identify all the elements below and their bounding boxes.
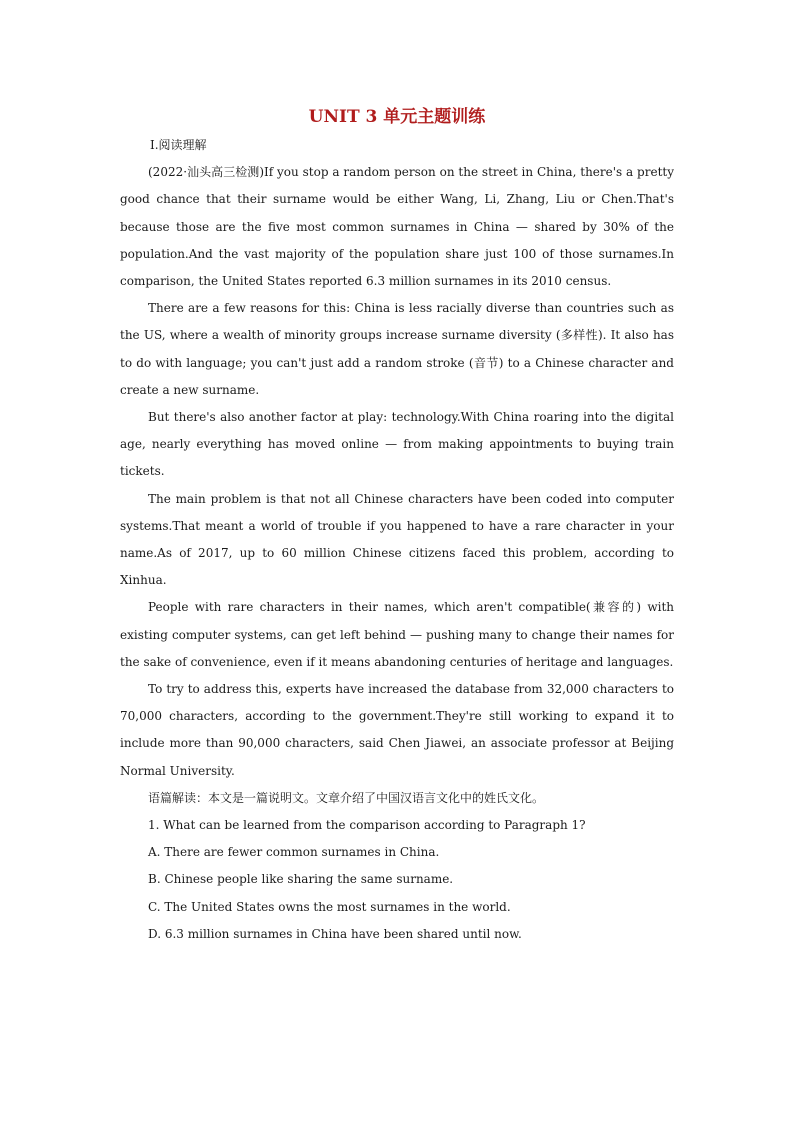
analysis-note: 语篇解读：本文是一篇说明文。文章介绍了中国汉语言文化中的姓氏文化。 <box>148 790 545 805</box>
page-title: UNIT 3 单元主题训练 <box>308 107 486 127</box>
option-b: B. Chinese people like sharing the same surname. <box>148 872 454 887</box>
passage-paragraph-2: There are a few reasons for this: China is less racially diverse than countries such as the US, where a wealth of minority groups increase surname diversity (多样性). It also has to do with language; you can't just add a random stroke (音节) to a Chinese character and create a new surname. <box>120 301 674 397</box>
passage-paragraph-5: People with rare characters in their names, which aren't compatible(兼容的) with existing computer systems, can get left behind — pushing many to change their names for the sake of convenience, even if it means abandoning centuries of heritage and languages. <box>120 600 674 669</box>
passage-paragraph-1: (2022·汕头高三检测)If you stop a random person on the street in China, there's a pretty good chance that their surname would be either Wang, Li, Zhang, Liu or Chen.That's because those are the five most common surnames in China — shared by 30% of the population.And the vast majority of the population share just 100 of those surnames.In comparison, the United States reported 6.3 million surnames in its 2010 census. <box>120 165 674 289</box>
question-stem: 1. What can be learned from the comparison according to Paragraph 1? <box>148 818 586 833</box>
passage-paragraph-4: The main problem is that not all Chinese characters have been coded into computer systems.That meant a world of trouble if you happened to have a rare character in your name.As of 2017, up to 60 million Chinese citizens faced this problem, according to Xinhua. <box>120 491 674 588</box>
section-heading: Ⅰ.阅读理解 <box>150 138 207 152</box>
document-content <box>120 100 674 948</box>
passage-paragraph-3: But there's also another factor at play: technology.With China roaring into the digital age, nearly everything has moved online — from making appointments to buying train tickets. <box>120 410 674 479</box>
option-a: A. There are fewer common surnames in China. <box>148 845 440 860</box>
passage-paragraph-6: To try to address this, experts have increased the database from 32,000 characters to 70,000 characters, according to the government.They're still working to expand it to include more than 90,000 characters, said Chen Jiawei, an associate professor at Beijing Normal University. <box>120 682 674 778</box>
option-c: C. The United States owns the most surnames in the world. <box>148 899 511 914</box>
option-d: D. 6.3 million surnames in China have been shared until now. <box>148 926 522 941</box>
